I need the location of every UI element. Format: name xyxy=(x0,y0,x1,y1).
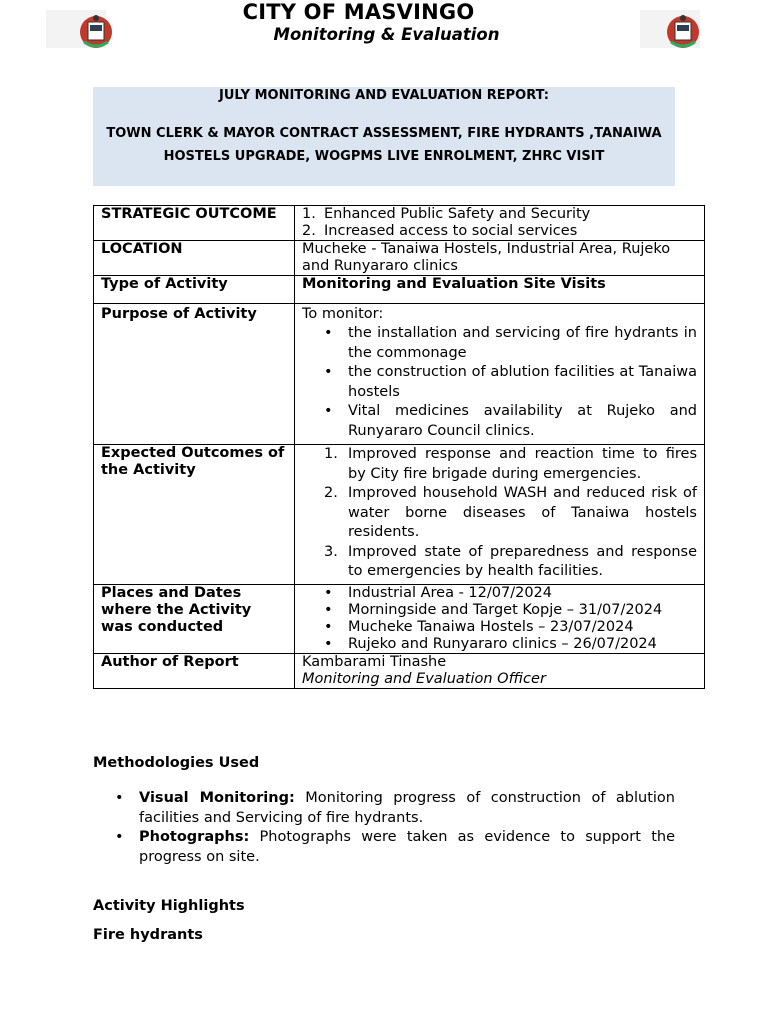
list-item: • Visual Monitoring: Monitoring progress of construction of ablution facilities and Servicing of fire hydrants. xyxy=(115,790,675,826)
strategic-outcome-value xyxy=(295,206,705,241)
report-title-banner xyxy=(93,87,675,186)
table-row xyxy=(94,304,705,445)
author-value xyxy=(295,653,705,688)
list-item: 2. Increased access to social services xyxy=(302,223,578,239)
report-topics: TOWN CLERK & MAYOR CONTRACT ASSESSMENT, FIRE HYDRANTS ,TANAIWA HOSTELS UPGRADE, WOGPMS LIVE ENROLMENT, ZHRC VISIT xyxy=(106,126,662,164)
table-row xyxy=(94,206,705,241)
author-label: Author of Report xyxy=(94,653,295,688)
list-item: 2. Improved household WASH and reduced risk of water borne diseases of Tanaiwa hostels residents. xyxy=(324,485,697,540)
activity-info-table xyxy=(93,205,705,689)
purpose-value xyxy=(295,304,705,445)
author-title: Monitoring and Evaluation Officer xyxy=(302,670,546,687)
list-item: 1. Improved response and reaction time to fires by City fire brigade during emergencies. xyxy=(324,446,697,482)
list-item: 3. Improved state of preparedness and response to emergencies by health facilities. xyxy=(324,543,697,579)
activity-type-value: Monitoring and Evaluation Site Visits xyxy=(295,276,705,304)
expected-outcomes-value xyxy=(295,445,705,585)
table-row xyxy=(94,445,705,585)
list-item: • Rujeko and Runyararo clinics – 26/07/2024 xyxy=(324,635,657,652)
table-row xyxy=(94,241,705,276)
list-item: • Mucheke Tanaiwa Hostels – 23/07/2024 xyxy=(324,618,634,635)
list-item: • the construction of ablution facilities at Tanaiwa hostels xyxy=(324,364,697,400)
activity-type-label: Type of Activity xyxy=(94,276,295,304)
author-name: Kambarami Tinashe xyxy=(302,653,447,670)
highlights-heading: Activity Highlights xyxy=(93,898,245,914)
strategic-outcome-label: STRATEGIC OUTCOME xyxy=(94,206,295,241)
purpose-label: Purpose of Activity xyxy=(94,304,295,445)
list-item: • Photographs: Photographs were taken as evidence to support the progress on site. xyxy=(115,829,675,865)
location-label: LOCATION xyxy=(94,241,295,276)
department-subtitle: Monitoring & Evaluation xyxy=(273,25,500,44)
expected-outcomes-label: Expected Outcomes of the Activity xyxy=(94,445,295,585)
report-title: JULY MONITORING AND EVALUATION REPORT: xyxy=(219,88,549,103)
list-item: 1. Enhanced Public Safety and Security xyxy=(302,206,591,222)
list-item: • Industrial Area - 12/07/2024 xyxy=(324,584,553,601)
list-item: • the installation and servicing of fire hydrants in the commonage xyxy=(324,325,697,361)
location-value: Mucheke - Tanaiwa Hostels, Industrial Area, Rujeko and Runyararo clinics xyxy=(295,241,705,276)
table-row xyxy=(94,584,705,653)
list-item: • Vital medicines availability at Rujeko and Runyararo Council clinics. xyxy=(324,403,697,439)
list-item: • Morningside and Target Kopje – 31/07/2024 xyxy=(324,601,663,618)
fire-hydrants-subheading: Fire hydrants xyxy=(93,927,203,943)
methodologies-heading: Methodologies Used xyxy=(93,755,260,771)
methodologies-list xyxy=(93,789,675,867)
places-dates-value xyxy=(295,584,705,653)
places-dates-label: Places and Dates where the Activity was conducted xyxy=(94,584,295,653)
purpose-intro: To monitor: xyxy=(302,306,384,322)
table-row xyxy=(94,276,705,304)
table-row xyxy=(94,653,705,688)
city-title: CITY OF MASVINGO xyxy=(242,0,475,24)
